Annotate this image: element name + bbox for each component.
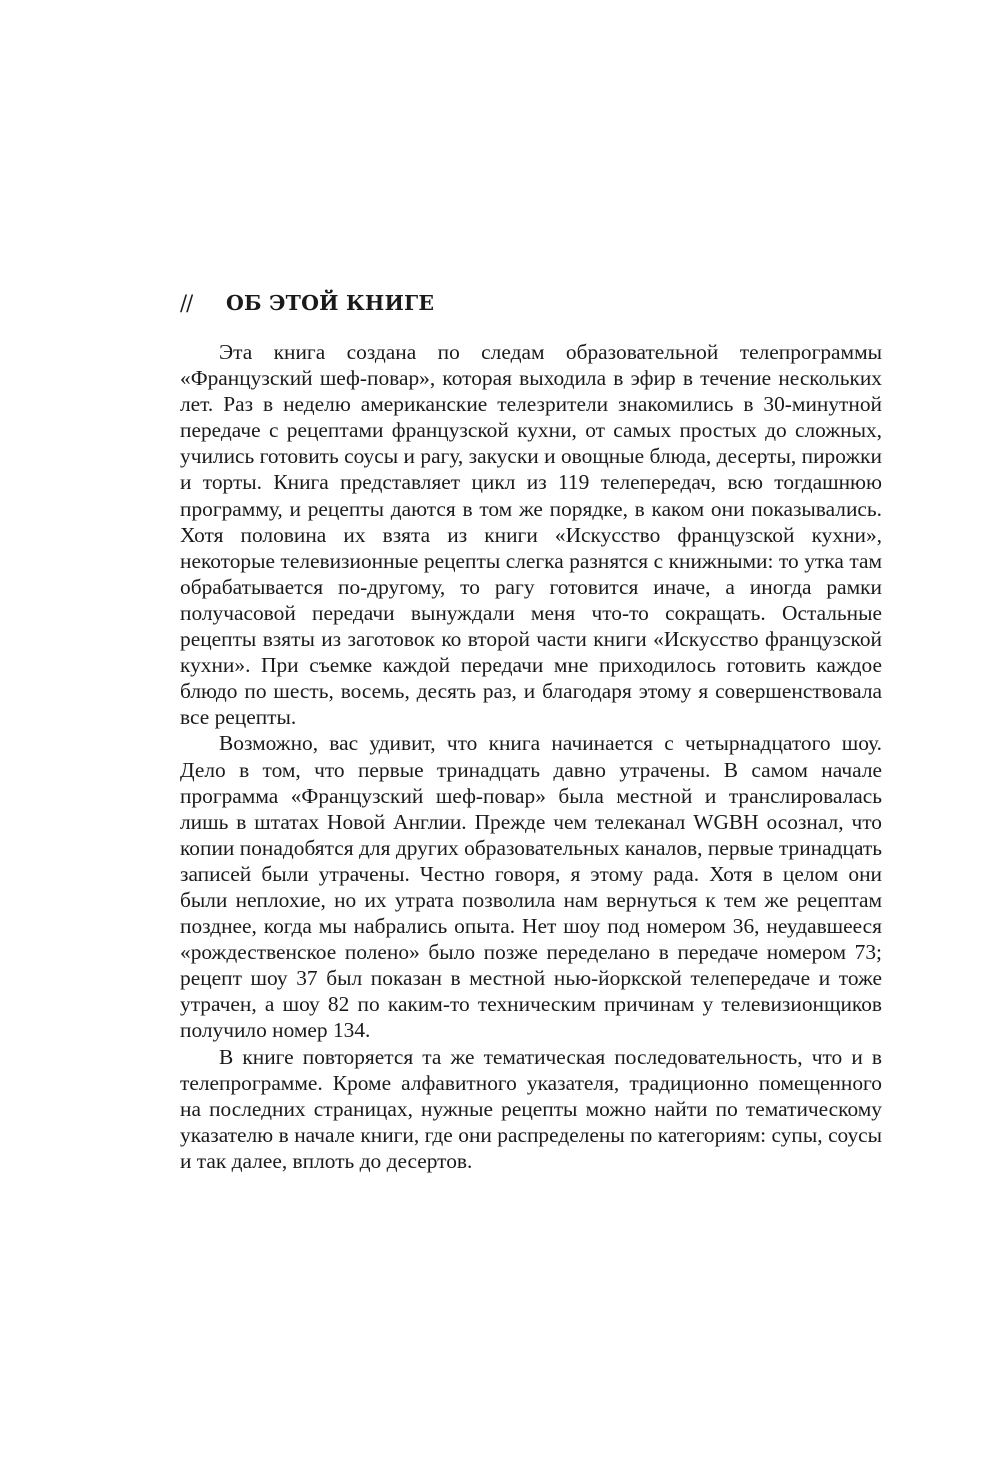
book-page (180, 291, 882, 1174)
body-text (180, 339, 882, 1174)
section-marker: // (180, 291, 193, 315)
section-title: ОБ ЭТОЙ КНИГЕ (226, 291, 435, 315)
paragraph-intro: Эта книга создана по следам образовательной телепрограммы «Французский шеф-повар», которая выходила в эфир в течение нескольких лет. Раз в неделю американские телезрители знакомились в 30-минутной передаче с рецептами французской кухни, от самых простых до сложных, учились готовить соусы и рагу, закуски и овощные блюда, десерты, пирожки и торты. Книга представляет цикл из 119 телепередач, всю тогдашнюю программу, и рецепты даются в том же порядке, в каком они показывались. Хотя половина их взята из книги «Искусство французской кухни», некоторые телевизионные рецепты слегка разнятся с книжными: то утка там обрабатывается по-другому, то рагу готовится иначе, а иногда рамки получасовой передачи вынуждали меня что-то сокращать. Остальные рецепты взяты из заготовок ко второй части книги «Искусство французской кухни». При съемке каждой передачи мне приходилось готовить каждое блюдо по шесть, восемь, десять раз, и благодаря этому я совершенствовала все рецепты. (180, 340, 882, 730)
section-heading (180, 291, 882, 315)
paragraph-lost-shows: Возможно, вас удивит, что книга начинается с четырнадцатого шоу. Дело в том, что первые тринадцать давно утрачены. В самом начале программа «Французский шеф-повар» была местной и транслировалась лишь в штатах Новой Англии. Прежде чем телеканал WGBH осознал, что копии понадобятся для других образовательных каналов, первые тринадцать записей были утрачены. Честно говоря, я этому рада. Хотя в целом они были неплохие, но их утрата позволила нам вернуться к тем же рецептам позднее, когда мы набрались опыта. Нет шоу под номером 36, неудавшееся «рождественское полено» было позже переделано в передаче номером 73; рецепт шоу 37 был показан в местной нью-йоркской телепередаче и тоже утрачен, а шоу 82 по каким-то техническим причинам у телевизионщиков получило номер 134. (180, 731, 882, 1043)
paragraph-structure: В книге повторяется та же тематическая последовательность, что и в телепрограмме. Кроме алфавитного указателя, традиционно помещенного на последних страницах, нужные рецепты можно найти по тематическому указателю в начале книги, где они распределены по категориям: супы, соусы и так далее, вплоть до десертов. (180, 1044, 882, 1173)
